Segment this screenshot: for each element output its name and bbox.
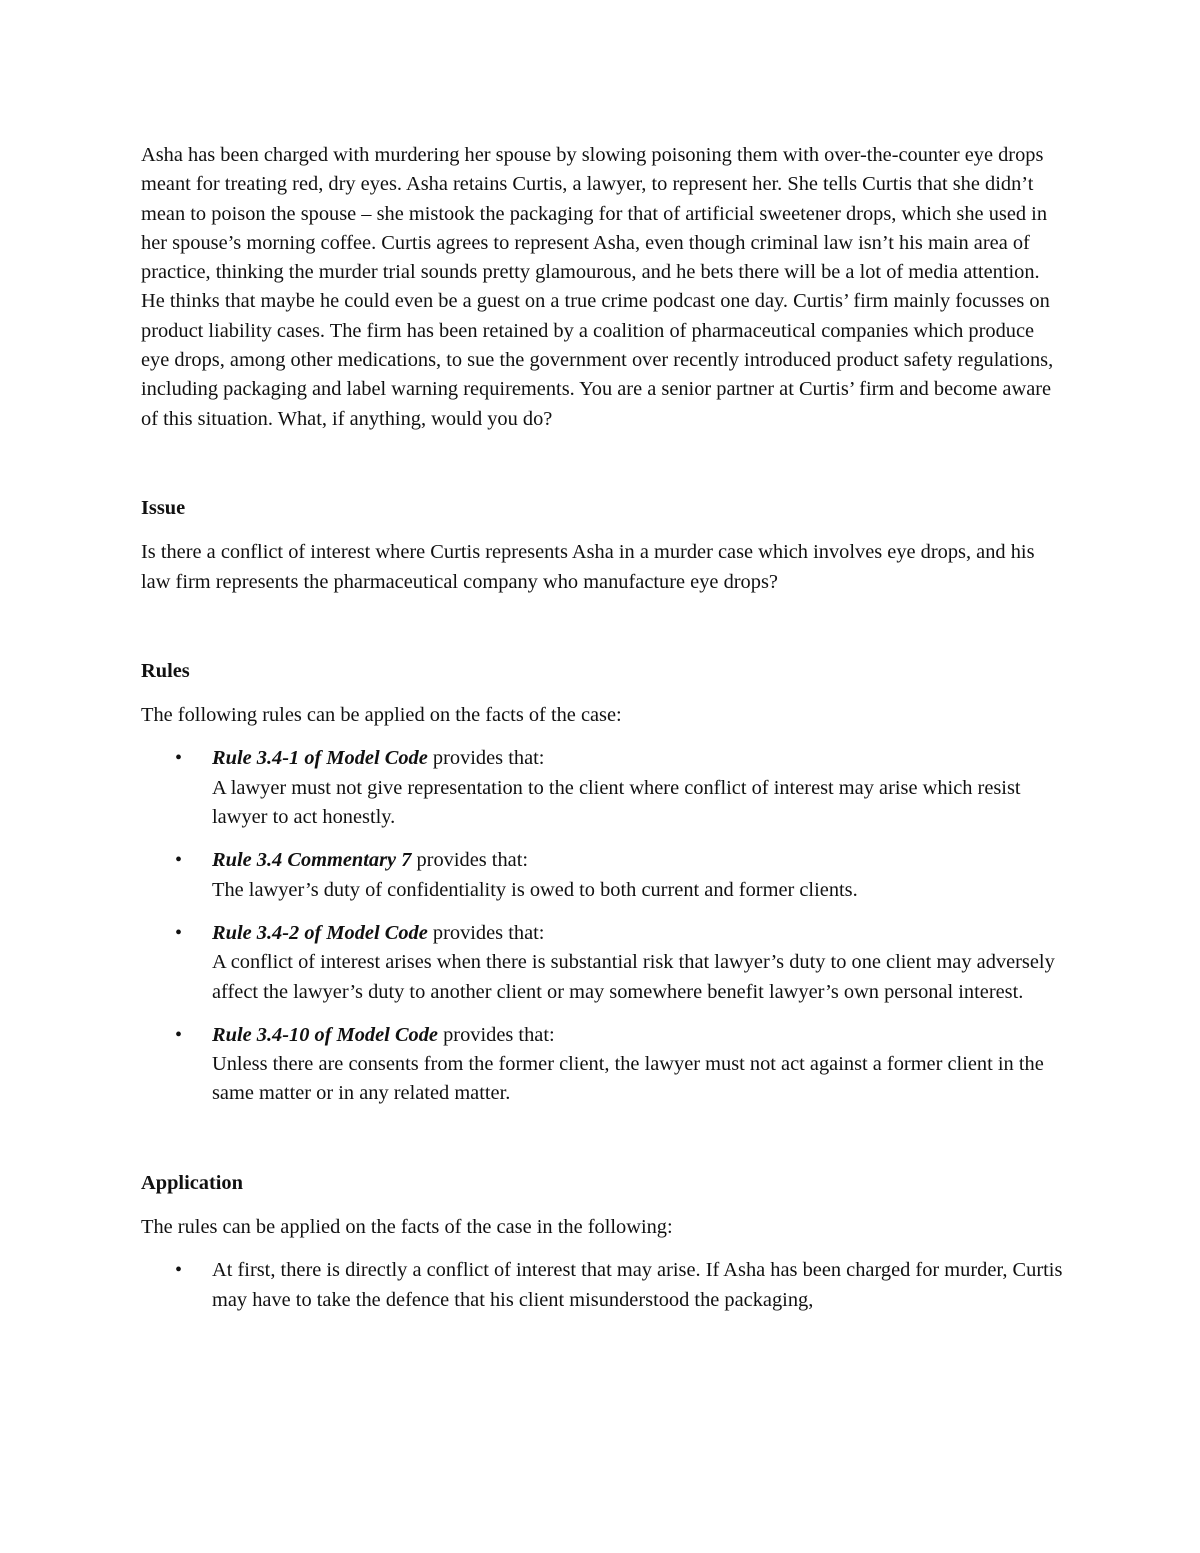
application-intro: The rules can be applied on the facts of the case in the following: — [141, 1216, 673, 1239]
bullet-icon: • — [175, 747, 183, 770]
application-item — [141, 1256, 1066, 1315]
rule-name: Rule 3.4-2 of Model Code — [212, 921, 428, 944]
rule-description: A lawyer must not give representation to the client where conflict of interest may arise which resist lawyer to act honestly. — [212, 776, 1021, 829]
bullet-icon: • — [175, 1259, 183, 1282]
bullet-icon: • — [175, 921, 183, 944]
rule-suffix: provides that: — [437, 1023, 555, 1046]
rule-item — [141, 919, 1066, 1007]
document-page — [141, 141, 1066, 1329]
rule-name: Rule 3.4 Commentary 7 — [212, 849, 412, 872]
rule-suffix: provides that: — [427, 747, 545, 770]
rule-description: The lawyer’s duty of confidentiality is owed to both current and former clients. — [212, 878, 858, 901]
rules-intro: The following rules can be applied on the facts of the case: — [141, 704, 622, 727]
rule-suffix: provides that: — [427, 921, 545, 944]
application-heading: Application — [141, 1171, 243, 1194]
rule-name: Rule 3.4-1 of Model Code — [212, 747, 428, 770]
rule-suffix: provides that: — [411, 849, 529, 872]
scenario-paragraph: Asha has been charged with murdering her spouse by slowing poisoning them with over-the-counter eye drops meant for treating red, dry eyes. Asha retains Curtis, a lawyer, to represent her. She tells Curtis that she didn’t mean to poison the spouse – she mistook the packaging for that of artificial sweetener drops, which she used in her spouse’s morning coffee. Curtis agrees to represent Asha, even though criminal law isn’t his main area of practice, thinking the murder trial sounds pretty glamourous, and he bets there will be a lot of media attention. He thinks that maybe he could even be a guest on a true crime podcast one day. Curtis’ firm mainly focusses on product liability cases. The firm has been retained by a coalition of pharmaceutical companies which produce eye drops, among other medications, to sue the government over recently introduced product safety regulations, including packaging and label warning requirements. You are a senior partner at Curtis’ firm and become aware of this situation. What, if anything, would you do? — [141, 144, 1054, 430]
bullet-icon: • — [175, 1023, 183, 1046]
application-list — [141, 1256, 1066, 1315]
rule-description: Unless there are consents from the former client, the lawyer must not act against a former client in the same matter or in any related matter. — [212, 1053, 1044, 1105]
rule-item — [141, 1021, 1066, 1109]
issue-heading: Issue — [141, 496, 186, 519]
rule-name: Rule 3.4-10 of Model Code — [212, 1023, 438, 1046]
rule-description: A conflict of interest arises when there is substantial risk that lawyer’s duty to one client may adversely affect the lawyer’s duty to another client or may somewhere benefit lawyer’s own personal interest. — [212, 951, 1055, 1003]
rules-heading: Rules — [141, 659, 190, 682]
rule-item — [141, 744, 1066, 832]
rules-list — [141, 744, 1066, 1108]
application-text: At first, there is directly a conflict of interest that may arise. If Asha has been charged for murder, Curtis may have to take the defence that his client misunderstood the packaging, — [212, 1259, 1063, 1311]
bullet-icon: • — [175, 849, 183, 872]
issue-text: Is there a conflict of interest where Curtis represents Asha in a murder case which involves eye drops, and his law firm represents the pharmaceutical company who manufacture eye drops? — [141, 541, 1035, 593]
rule-item — [141, 846, 1066, 905]
